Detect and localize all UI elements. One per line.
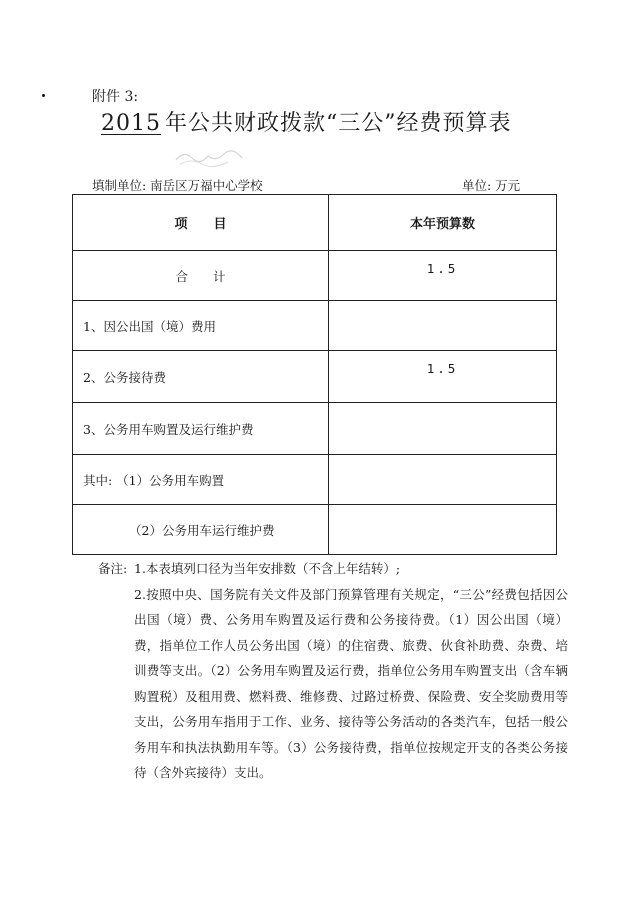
row-value [329, 301, 557, 351]
table-header-row [73, 195, 557, 251]
row-label: （2）公务用车运行维护费 [73, 505, 329, 555]
table-row [73, 301, 557, 351]
table-row [73, 455, 557, 505]
row-value: 1.5 [329, 351, 557, 403]
total-row [73, 251, 557, 301]
scan-mark [42, 94, 45, 97]
total-label: 合 计 [73, 251, 329, 301]
budget-table [72, 194, 557, 555]
table-row [73, 351, 557, 403]
row-value [329, 455, 557, 505]
faint-stamp-mark [172, 146, 252, 168]
total-value: 1.5 [329, 251, 557, 301]
row-value [329, 505, 557, 555]
row-label: 2、公务接待费 [73, 351, 329, 403]
row-label: 3、公务用车购置及运行维护费 [73, 403, 329, 455]
attachment-label: 附件 3: [92, 89, 139, 105]
table-row [73, 505, 557, 555]
filler-unit: 填制单位: 南岳区万福中心学校 [92, 178, 263, 193]
header-item: 项 目 [73, 195, 329, 251]
notes-section [98, 556, 568, 786]
note-item [98, 556, 568, 582]
notes-label: 备注: [98, 561, 128, 576]
row-label: 其中: （1）公务用车购置 [73, 455, 329, 505]
note-2: 2.按照中央、国务院有关文件及部门预算管理有关规定，“三公”经费包括因公出国（境）费、公务用车购置及运行费和公务接待费。（1）因公出国（境）费，指单位工作人员公务出国（境）的住宿费、旅费、伙食补助费、杂费、培训费等支出。（2）公务用车购置及运行费，指单位公务用车购置支出（含车辆购置税）及租用费、燃料费、维修费、过路过桥费、保险费、安全奖励费用等支出，公务用车指用于工作、业务、接待等公务活动的各类汽车，包括一般公务用车和执法执勤用车等。（3）公务接待费，指单位按规定开支的各类公务接待（含外宾接待）支出。 [134, 586, 568, 780]
title-year: 2015 [101, 111, 161, 136]
currency-unit: 单位: 万元 [462, 178, 521, 193]
table-row [73, 403, 557, 455]
row-value [329, 403, 557, 455]
title-text: 年公共财政拨款“三公”经费预算表 [165, 111, 512, 136]
row-label: 1、因公出国（境）费用 [73, 301, 329, 351]
note-1: 1.本表填列口径为当年安排数（不含上年结转）; [134, 561, 401, 576]
page-title [97, 106, 512, 137]
header-budget: 本年预算数 [329, 195, 557, 251]
